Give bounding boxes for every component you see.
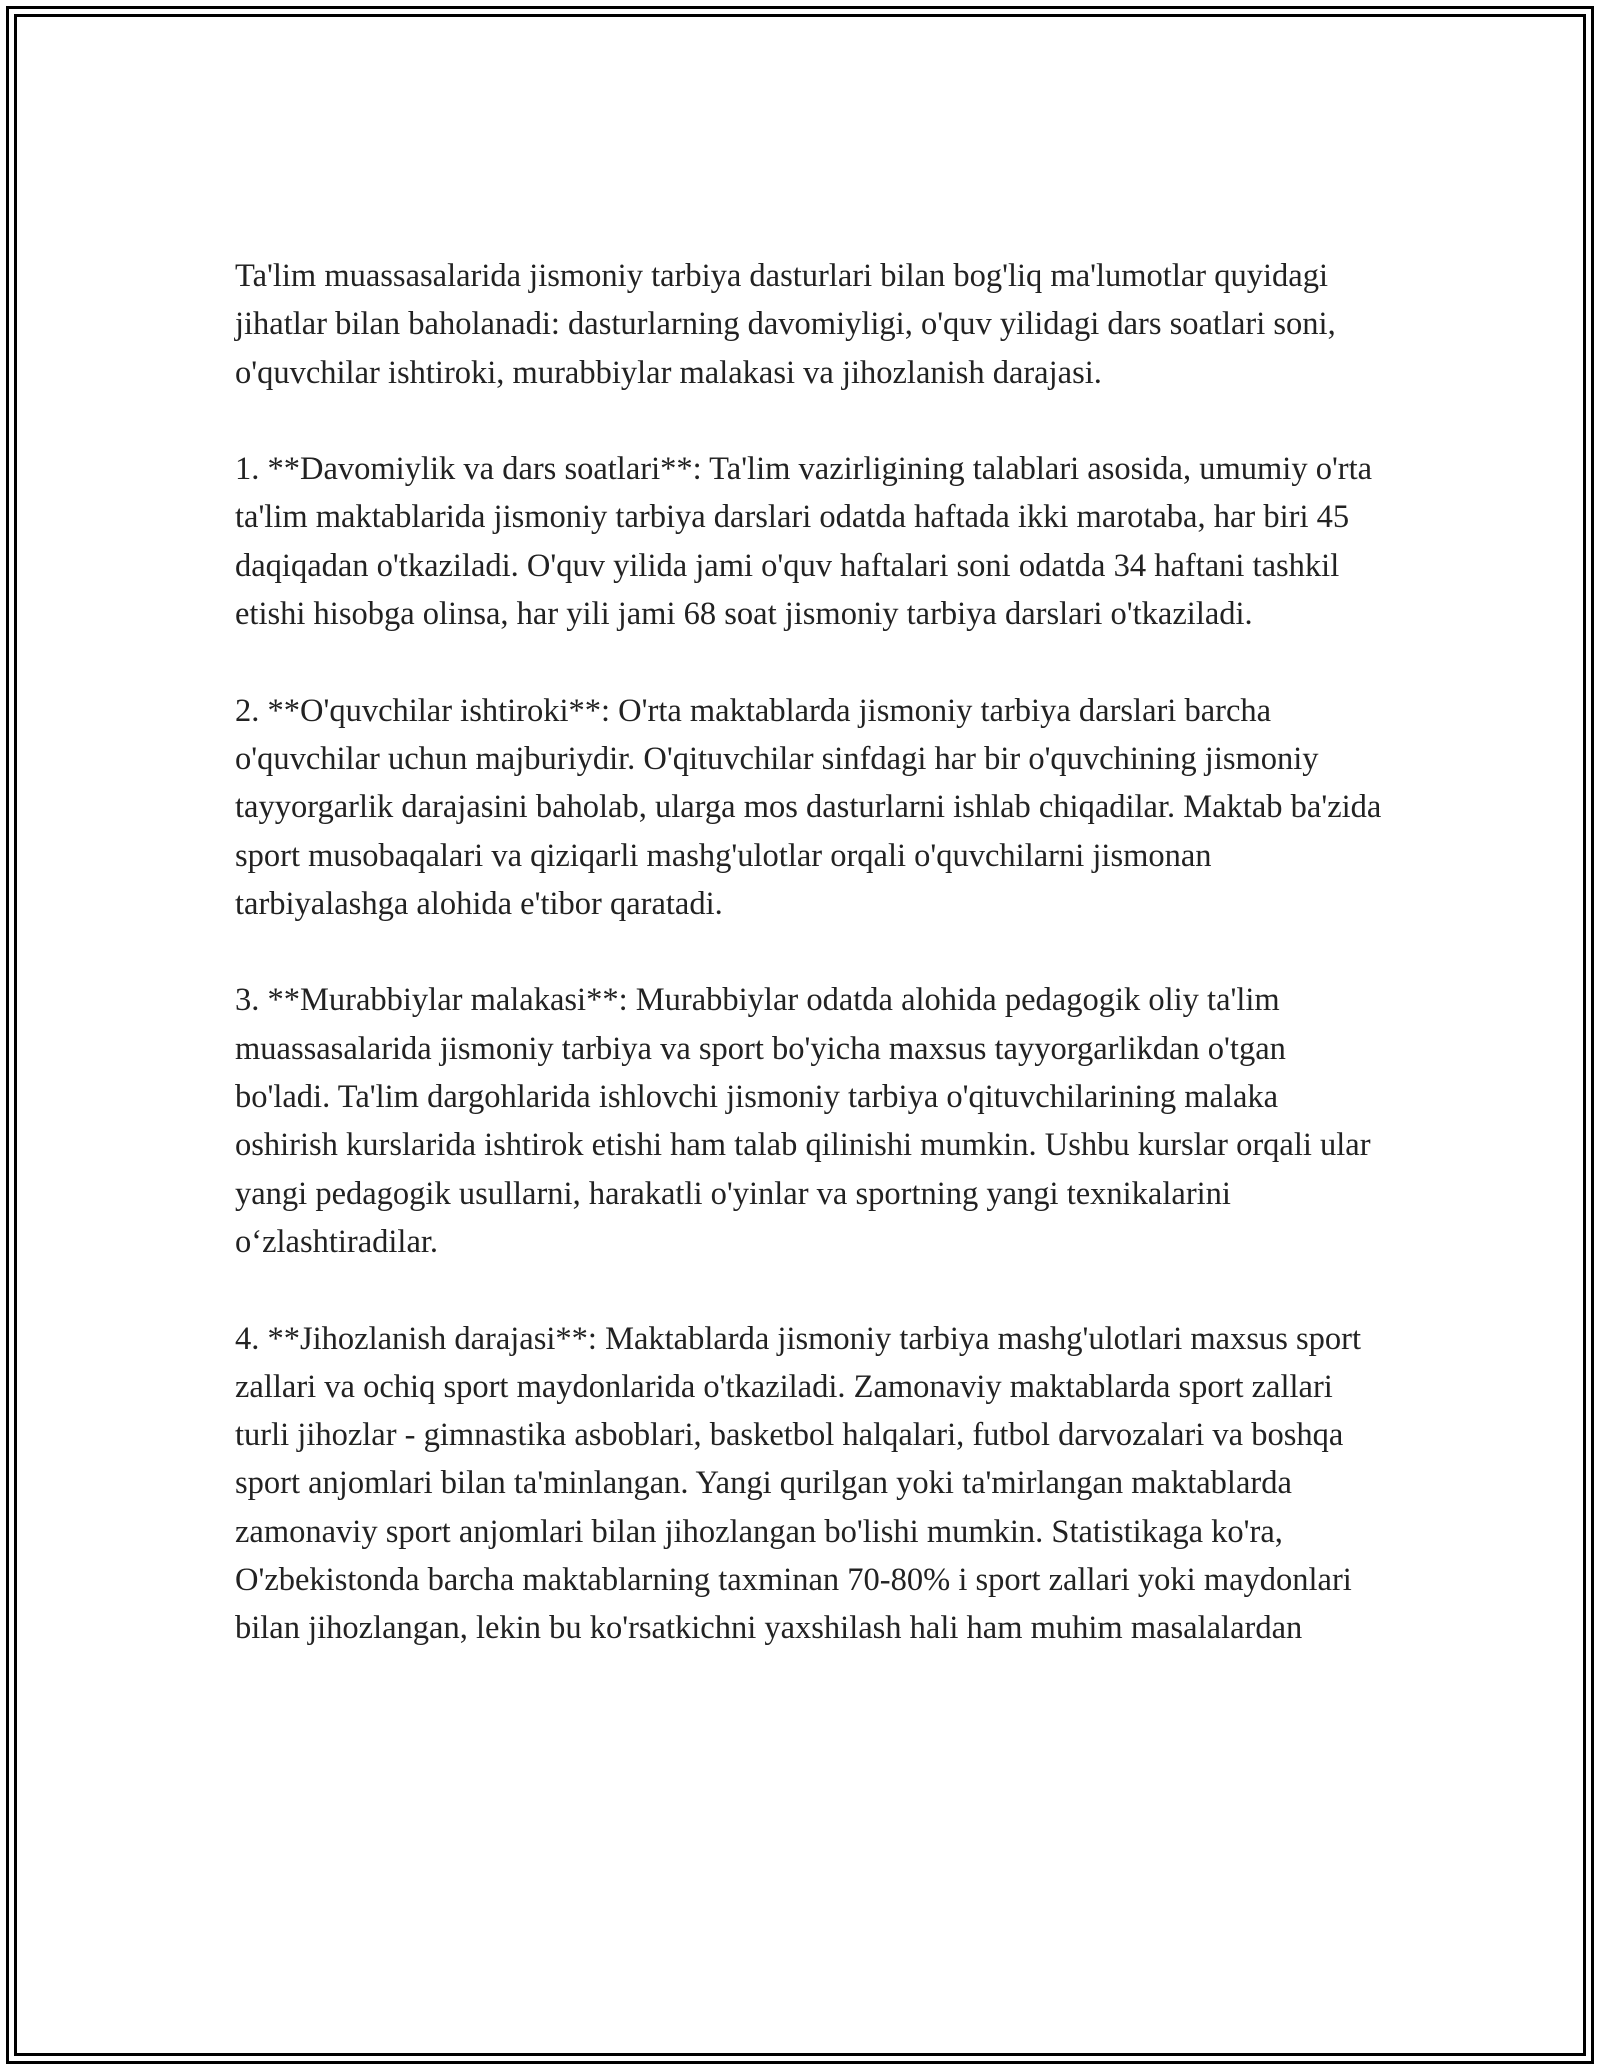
paragraph-coach-qualification: 3. **Murabbiylar malakasi**: Murabbiylar odatda alohida pedagogik oliy ta'lim muassasalarida jismoniy tarbiya va sport bo'yicha maxsus tayyorgarlikdan o'tgan bo'ladi. Ta'lim dargohlarida ishlovchi jismoniy tarbiya o'qituvchilarining malaka oshirish kurslarida ishtirok etishi ham talab qilinishi mumkin. Ushbu kurslar orqali ular yangi pedagogik usullarni, harakatli o'yinlar va sportning yangi texnikalarini o‘zlashtiradilar. [235, 982, 1371, 1260]
paragraph-duration-hours: 1. **Davomiylik va dars soatlari**: Ta'lim vazirligining talablari asosida, umumiy o'rta ta'lim maktablarida jismoniy tarbiya darslari odatda haftada ikki marotaba, har biri 45 daqiqadan o'tkaziladi. O'quv yilida jami o'quv haftalari soni odatda 34 haftani tashkil etishi hisobga olinsa, har yili jami 68 soat jismoniy tarbiya darslari o'tkaziladi. [235, 451, 1373, 633]
intro-paragraph: Ta'lim muassasalarida jismoniy tarbiya dasturlari bilan bog'liq ma'lumotlar quyidagi jihatlar bilan baholanadi: dasturlarning davomiyligi, o'quv yilidagi dars soatlari soni, o'quvchilar ishtiroki, murabbiylar malakasi va jihozlanish darajasi. [235, 258, 1336, 391]
document-body [235, 252, 1385, 1653]
paragraph-student-participation: 2. **O'quvchilar ishtiroki**: O'rta maktablarda jismoniy tarbiya darslari barcha o'quvchilar uchun majburiydir. O'qituvchilar sinfdagi har bir o'quvchining jismoniy tayyorgarlik darajasini baholab, ularga mos dasturlarni ishlab chiqadilar. Maktab ba'zida sport musobaqalari va qiziqarli mashg'ulotlar orqali o'quvchilarni jismonan tarbiyalashga alohida e'tibor qaratadi. [235, 692, 1382, 922]
paragraph-equipment-level: 4. **Jihozlanish darajasi**: Maktablarda jismoniy tarbiya mashg'ulotlari maxsus sport zallari va ochiq sport maydonlarida o'tkaziladi. Zamonaviy maktablarda sport zallari turli jihozlar - gimnastika asboblari, basketbol halqalari, futbol darvozalari va boshqa sport anjomlari bilan ta'minlangan. Yangi qurilgan yoki ta'mirlangan maktablarda zamonaviy sport anjomlari bilan jihozlangan bo'lishi mumkin. Statistikaga ko'ra, O'zbekistonda barcha maktablarning taxminan 70-80% i sport zallari yoki maydonlari bilan jihozlangan, lekin bu ko'rsatkichni yaxshilash hali ham muhim masalalardan [235, 1320, 1361, 1647]
